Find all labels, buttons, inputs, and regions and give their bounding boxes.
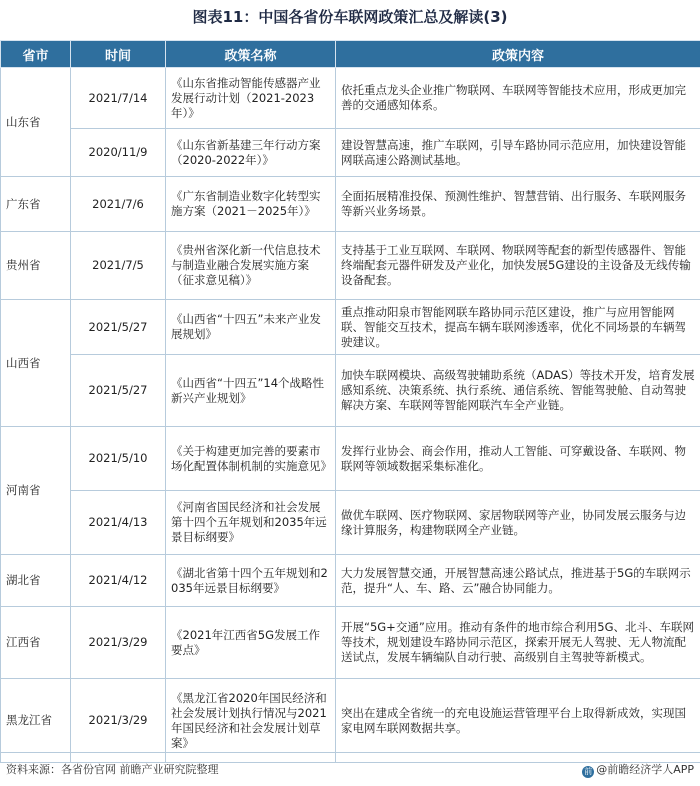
province-cell: 山西省 bbox=[1, 300, 71, 427]
date-cell: 2021/7/14 bbox=[71, 68, 166, 129]
policy-content-cell: 做优车联网、医疗物联网、家居物联网等产业，协同发展云服务与边缘计算服务，构建物联网全产业链。 bbox=[336, 491, 700, 555]
policy-name-cell: 《贵州省深化新一代信息技术与制造业融合发展实施方案（征求意见稿）》 bbox=[166, 232, 336, 300]
province-cell: 江西省 bbox=[1, 607, 71, 679]
date-cell: 2021/7/5 bbox=[71, 232, 166, 300]
qianzhan-logo-icon: 前 bbox=[584, 767, 593, 776]
header-policy-name: 政策名称 bbox=[166, 41, 336, 68]
policy-content-cell: 发挥行业协会、商会作用，推动人工智能、可穿戴设备、车联网、物联网等领域数据采集标准化。 bbox=[336, 427, 700, 491]
date-cell: 2021/5/10 bbox=[71, 427, 166, 491]
table-row bbox=[1, 68, 700, 129]
policy-content-cell: 加快车联网模块、高级驾驶辅助系统（ADAS）等技术开发，培育发展感知系统、决策系统、执行系统、通信系统、智能驾驶舱、自动驾驶解决方案、车联网等智能网联汽车全产业链。 bbox=[336, 355, 700, 427]
province-cell: 广东省 bbox=[1, 177, 71, 232]
policy-table bbox=[0, 40, 700, 763]
province-cell: 山东省 bbox=[1, 68, 71, 177]
date-cell: 2021/4/12 bbox=[71, 555, 166, 607]
policy-content-cell: 开展“5G+交通”应用。推动有条件的地市综合利用5G、北斗、车联网等技术，规划建设车路协同示范区，探索开展无人驾驶、无人物流配送试点，发展车辆编队自动行驶、高级别自主驾驶等新模式。 bbox=[336, 607, 700, 679]
policy-content-cell: 依托重点龙头企业推广物联网、车联网等智能技术应用，形成更加完善的交通感知体系。 bbox=[336, 68, 700, 129]
province-cell: 湖北省 bbox=[1, 555, 71, 607]
date-cell: 2021/5/27 bbox=[71, 355, 166, 427]
page-title: 图表11：中国各省份车联网政策汇总及解读(3) bbox=[192, 8, 508, 26]
policy-content-cell: 大力发展智慧交通，开展智慧高速公路试点，推进基于5G的车联网示范，提升“人、车、路、云”融合协同能力。 bbox=[336, 555, 700, 607]
footer bbox=[0, 757, 700, 779]
policy-content-cell: 支持基于工业互联网、车联网、物联网等配套的新型传感器件、智能终端配套元器件研发及产业化，加快发展5G建设的主设备及无线传输设备配套。 bbox=[336, 232, 700, 300]
table-row bbox=[1, 177, 700, 232]
policy-name-cell: 《湖北省第十四个五年规划和2035年远景目标纲要》 bbox=[166, 555, 336, 607]
table-row bbox=[1, 129, 700, 177]
province-cell: 贵州省 bbox=[1, 232, 71, 300]
date-cell: 2021/5/27 bbox=[71, 300, 166, 355]
source-note: 资料来源：各省份官网 前瞻产业研究院整理 bbox=[6, 763, 219, 776]
province-cell: 黑龙江省 bbox=[1, 679, 71, 763]
table-row bbox=[1, 607, 700, 679]
header-date: 时间 bbox=[71, 41, 166, 68]
brand-text: @前瞻经济学人APP bbox=[596, 763, 694, 776]
table-row bbox=[1, 679, 700, 763]
date-cell: 2021/7/6 bbox=[71, 177, 166, 232]
policy-name-cell: 《广东省制造业数字化转型实施方案（2021－2025年）》 bbox=[166, 177, 336, 232]
policy-name-cell: 《2021年江西省5G发展工作要点》 bbox=[166, 607, 336, 679]
brand-credit bbox=[582, 761, 694, 778]
policy-name-cell: 《山东省推动智能传感器产业发展行动计划（2021-2023年）》 bbox=[166, 68, 336, 129]
table-row bbox=[1, 491, 700, 555]
policy-content-cell: 突出在建成全省统一的充电设施运营管理平台上取得新成效，实现国家电网车联网数据共享。 bbox=[336, 679, 700, 763]
header-province: 省市 bbox=[1, 41, 71, 68]
policy-name-cell: 《山西省“十四五”未来产业发展规划》 bbox=[166, 300, 336, 355]
policy-content-cell: 全面拓展精准投保、预测性维护、智慧营销、出行服务、车联网服务等新兴业务场景。 bbox=[336, 177, 700, 232]
policy-name-cell: 《山西省“十四五”14个战略性新兴产业规划》 bbox=[166, 355, 336, 427]
date-cell: 2021/3/29 bbox=[71, 679, 166, 763]
date-cell: 2021/3/29 bbox=[71, 607, 166, 679]
header-policy-content: 政策内容 bbox=[336, 41, 700, 68]
date-cell: 2020/11/9 bbox=[71, 129, 166, 177]
table-row bbox=[1, 300, 700, 355]
date-cell: 2021/4/13 bbox=[71, 491, 166, 555]
policy-name-cell: 《黑龙江省2020年国民经济和社会发展计划执行情况与2021年国民经济和社会发展计划草案》 bbox=[166, 679, 336, 763]
policy-name-cell: 《山东省新基建三年行动方案（2020-2022年）》 bbox=[166, 129, 336, 177]
table-row bbox=[1, 427, 700, 491]
policy-name-cell: 《河南省国民经济和社会发展第十四个五年规划和2035年远景目标纲要》 bbox=[166, 491, 336, 555]
policy-content-cell: 重点推动阳泉市智能网联车路协同示范区建设，推广与应用智能网联、智能交互技术，提高车辆车联网渗透率，优化不同场景的车辆驾驶建议。 bbox=[336, 300, 700, 355]
table-row bbox=[1, 355, 700, 427]
table-row bbox=[1, 232, 700, 300]
footer-divider bbox=[0, 752, 700, 753]
policy-name-cell: 《关于构建更加完善的要素市场化配置体制机制的实施意见》 bbox=[166, 427, 336, 491]
policy-content-cell: 建设智慧高速，推广车联网，引导车路协同示范应用，加快建设智能网联高速公路测试基地。 bbox=[336, 129, 700, 177]
province-cell: 河南省 bbox=[1, 427, 71, 555]
table-header-row bbox=[1, 41, 700, 68]
table-row bbox=[1, 555, 700, 607]
